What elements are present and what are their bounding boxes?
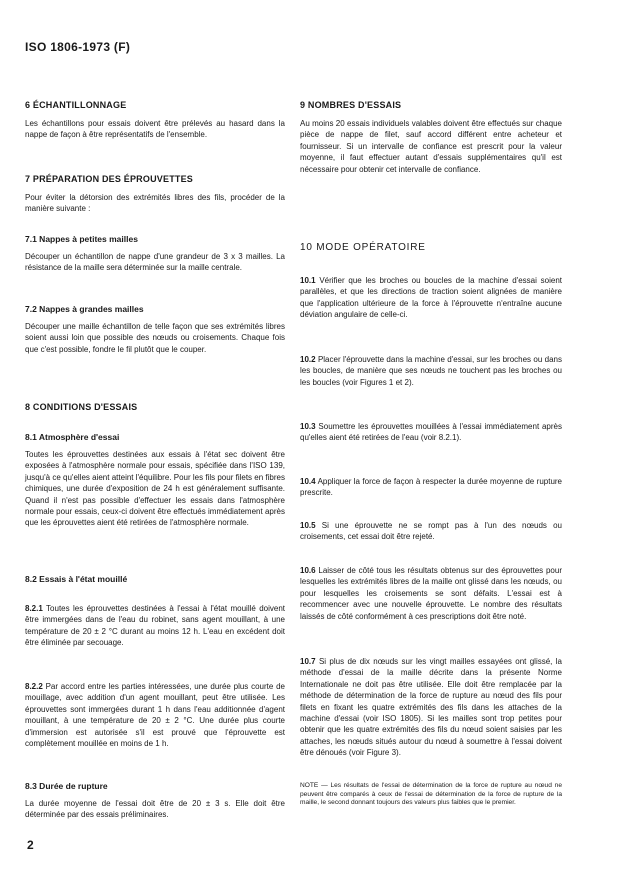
document-header: ISO 1806-1973 (F) [25,40,131,54]
section-10-3 [300,421,562,444]
clause-text: Appliquer la force de façon à respecter la durée moyenne de rupture prescrite. [300,477,563,498]
section-text: La durée moyenne de l'essai doit être de 20 ± 3 s. Elle doit être déterminée par des essais préliminaires. [25,799,285,820]
clause-number: 10.1 [300,276,316,285]
section-text [25,603,285,649]
section-8 [25,402,285,420]
section-8-3 [25,781,285,821]
section-title: 8 CONDITIONS D'ESSAIS [25,402,138,412]
subsection-title: 8.1 Atmosphère d'essai [25,432,120,442]
subsection-title: 7.1 Nappes à petites mailles [25,234,138,244]
section-10-5 [300,520,562,543]
section-text [300,656,562,759]
clause-number: 10.4 [300,477,316,486]
subsection-title: 8.2 Essais à l'état mouillé [25,574,128,584]
subsection-title: 7.2 Nappes à grandes mailles [25,304,144,314]
section-6 [25,100,285,141]
clause-text: Laisser de côté tous les résultats obtenus sur des éprouvettes pour lesquelles les extrémités libres de la maille ont glissé dans les nœuds, ou pour lesquelles les croisements se sont défaits. L'essai est à recommencer avec une nouvelle éprouvette. Le nombre des résultats laissés de côté conformément à ces prescriptions doit être noté. [300,566,562,621]
section-text [300,354,562,388]
note-block [300,782,562,808]
section-7-1 [25,234,285,274]
section-8-1 [25,432,285,529]
section-8-2-2 [25,681,285,749]
section-text [25,681,285,749]
section-9 [300,100,562,175]
section-title: 9 NOMBRES D'ESSAIS [300,100,402,110]
clause-number: 8.2.1 [25,604,43,613]
subsection-title: 8.3 Durée de rupture [25,781,108,791]
clause-text: Si une éprouvette ne se rompt pas à l'un des nœuds ou croisements, cet essai doit être rejeté. [300,521,562,542]
section-text: Découper un échantillon de nappe d'une grandeur de 3 x 3 mailles. La résistance de la maille sera déterminée sur la maille centrale. [25,252,285,273]
section-text [300,275,562,321]
clause-number: 10.6 [300,566,316,575]
section-7-2 [25,304,285,355]
section-7 [25,174,285,215]
section-10-6 [300,565,562,622]
section-title: 6 ÉCHANTILLONNAGE [25,100,127,110]
clause-number: 10.2 [300,355,316,364]
section-title: 7 PRÉPARATION DES ÉPROUVETTES [25,174,193,184]
section-text [300,520,562,543]
clause-text: Vérifier que les broches ou boucles de la machine d'essai soient parallèles, et que les directions de traction soient alignées de manière que l'application ultérieure de la force à l'éprouvette n'entraîne aucune déviation angulaire de celle-ci. [300,276,562,320]
section-text [300,565,562,622]
clause-number: 8.2.2 [25,682,43,691]
section-text [300,476,562,499]
section-10-2 [300,354,562,388]
section-text [300,421,562,444]
clause-text: Toutes les éprouvettes destinées à l'essai à l'état mouillé doivent être immergées dans de l'eau du robinet, sans agent mouillant, à une température de 20 ± 2 °C durant au moins 12 h. L'eau en excédent doit être éliminée par secouage. [25,604,286,648]
clause-number: 10.5 [300,521,316,530]
section-text: Les échantillons pour essais doivent être prélevés au hasard dans la nappe de façon à être représentatifs de l'ensemble. [25,119,285,140]
clause-number: 10.7 [300,657,316,666]
clause-text: Si plus de dix nœuds sur les vingt mailles essayées ont glissé, la méthode d'essai de la maille décrite dans la présente Norme Internationale ne doit pas être utilisée. Elle doit être remplacée par la méthode de détermination de la force de rupture au nœud des fils pour filets en fixant les quatre extrémités des fils dans les attaches de la machine d'essai (voir ISO 1805). Si les mailles sont trop petites pour obtenir que les quatre extrémités des fils du nœud soient saisies par les attaches, les nœuds situés autour du nœud à soumettre à l'essai doivent être dénoués (voir Figure 3). [300,657,562,758]
note-text: NOTE — Les résultats de l'essai de détermination de la force de rupture au nœud ne peuvent être comparés à ceux de l'essai de détermination de la force de rupture de la maille, le second donnant toujours des valeurs plus faibles que le premier. [300,782,562,807]
section-10 [300,242,562,253]
clause-number: 10.3 [300,422,316,431]
section-text: Pour éviter la détorsion des extrémités libres des fils, procéder de la manière suivante : [25,193,285,214]
section-8-2 [25,574,285,591]
section-10-1 [300,275,562,321]
section-10-7 [300,656,562,759]
clause-text: Par accord entre les parties intéressées, une durée plus courte de mouillage, avec addition d'un agent mouillant, peut être utilisée. Les éprouvettes sont immergées durant 1 h dans l'eau additionnée d'agent mouillant, à une température de 20 ± 2 °C. Une durée plus courte d'immersion est autorisée s'il est prouvé que l'éprouvette est complètement mouillée en moins de 1 h. [25,682,285,749]
section-text: Découper une maille échantillon de telle façon que ses extrémités libres soient aussi loin que possible des nœuds ou croisements. Chaque fois que c'est possible, fondre le fil plutôt que le couper. [25,322,285,354]
clause-text: Soumettre les éprouvettes mouillées à l'essai immédiatement après qu'elles aient été retirées de l'eau (voir 8.2.1). [300,422,562,443]
section-text: Toutes les éprouvettes destinées aux essais à l'état sec doivent être exposées à l'atmosphère normale pour essais, spécifiée dans l'ISO 139, jusqu'à ce qu'elles aient atteint l'équilibre. Pour les fils pour filets en fibres chimiques, une durée d'exposition de 24 h est généralement suffisante. Quand il n'est pas possible d'effectuer les essais dans l'atmosphère normale pour essais, ceux-ci doivent être effectués immédiatement après que les éprouvettes aient été retirées de l'atmosphère normale. [25,450,285,528]
section-text: Au moins 20 essais individuels valables doivent être effectués sur chaque pièce de nappe de filet, sauf accord différent entre acheteur et fournisseur. Si un intervalle de confiance est prescrit pour la valeur moyenne, il faut effectuer autant d'essais supplémentaires qu'il est nécessaire pour obtenir cet intervalle de confiance. [300,119,562,174]
clause-text: Placer l'éprouvette dans la machine d'essai, sur les broches ou dans les boucles, de manière que ses nœuds ne touchent pas les broches ou les boucles (voir Figures 1 et 2). [300,355,562,387]
section-title: 10 MODE OPÉRATOIRE [300,242,426,253]
page-number: 2 [27,838,34,852]
section-10-4 [300,476,562,499]
section-8-2-1 [25,603,285,649]
